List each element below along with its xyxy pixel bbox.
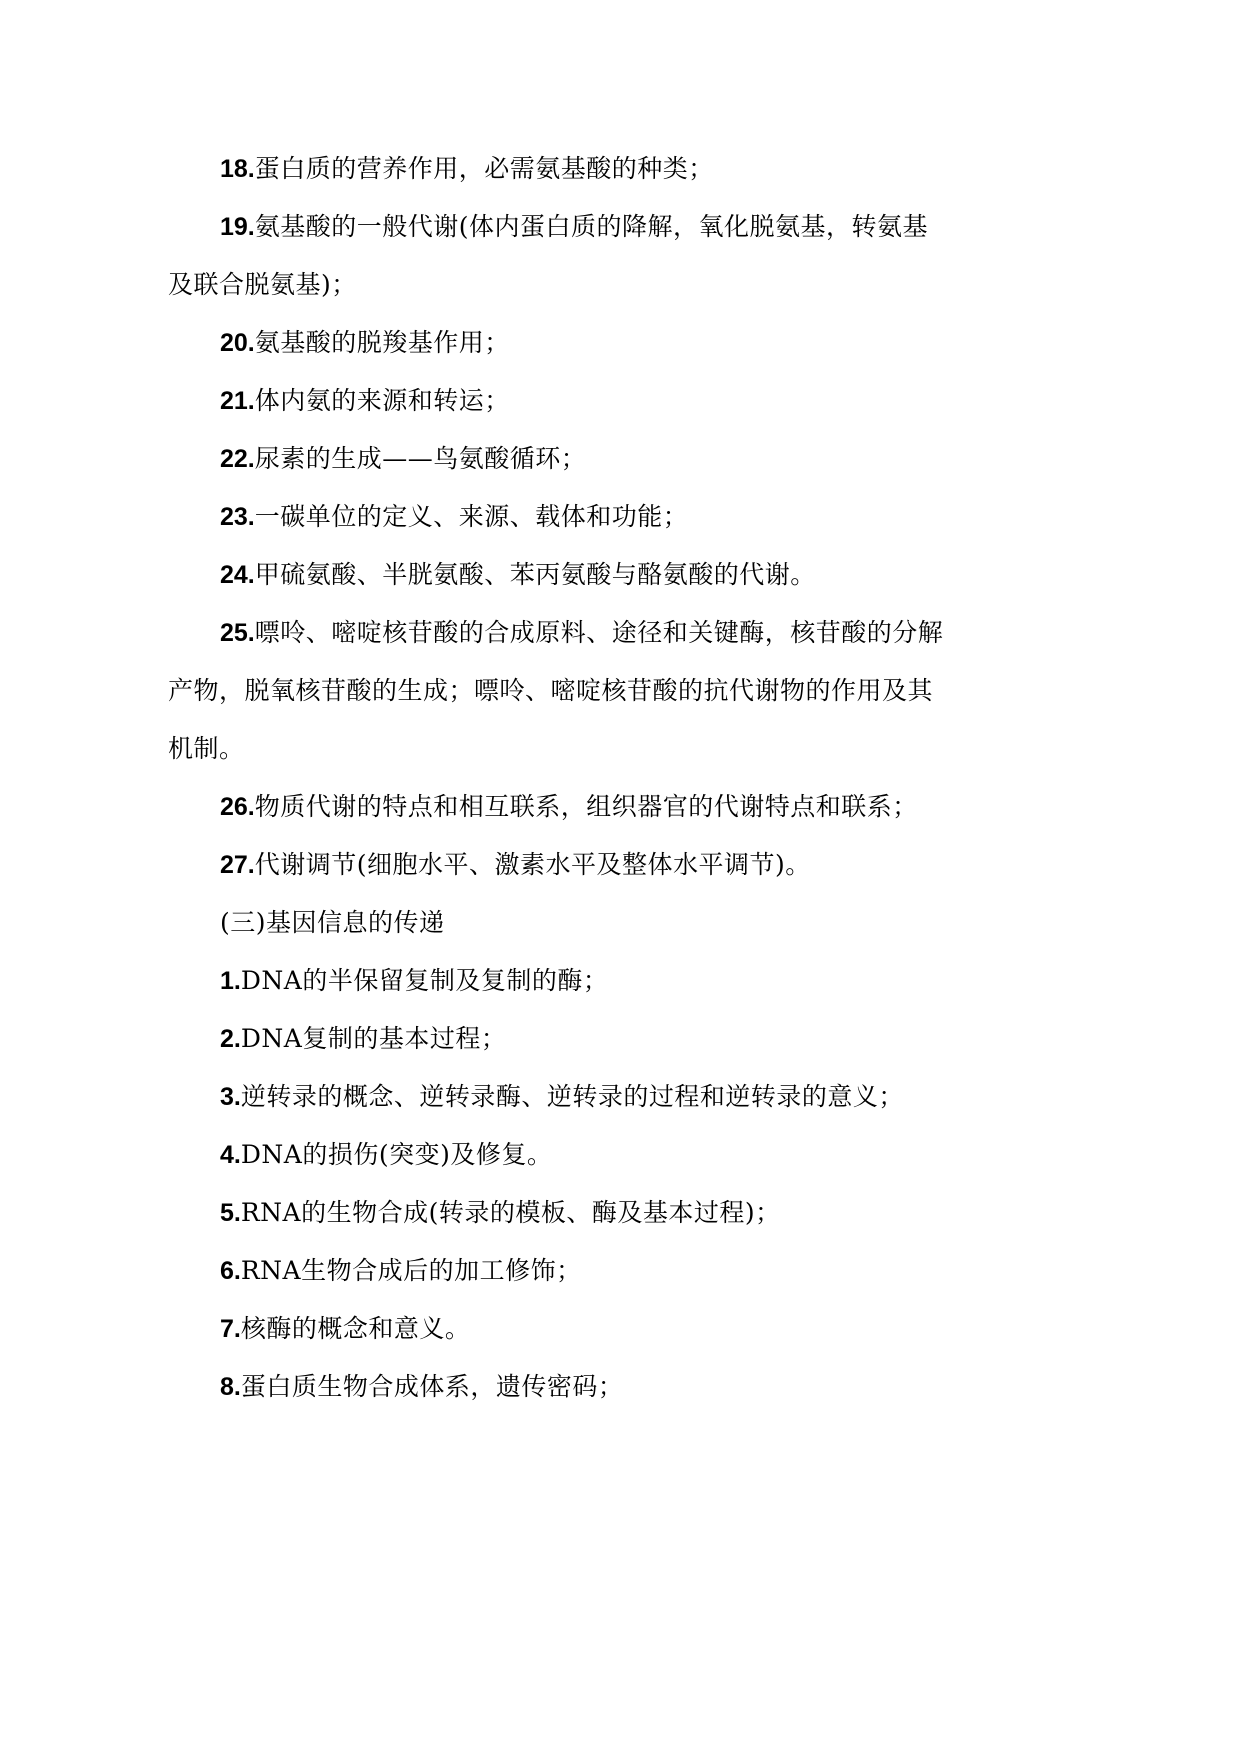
paragraph-item-22	[168, 430, 948, 488]
paragraph-item-6	[168, 1242, 948, 1300]
item-number: 24.	[220, 561, 255, 589]
item-number: 22.	[220, 445, 255, 473]
paragraph-item-19	[168, 198, 948, 314]
item-text: DNA的损伤(突变)及修复。	[240, 1140, 553, 1169]
item-number: 4.	[220, 1141, 241, 1169]
item-text: RNA的生物合成(转录的模板、酶及基本过程)；	[240, 1198, 781, 1227]
paragraph-item-27	[168, 836, 948, 894]
item-text: 物质代谢的特点和相互联系，组织器官的代谢特点和联系；	[254, 792, 918, 821]
paragraph-item-23	[168, 488, 948, 546]
item-text: 逆转录的概念、逆转录酶、逆转录的过程和逆转录的意义；	[240, 1082, 904, 1111]
section-heading-text: (三)基因信息的传递	[220, 908, 445, 937]
item-text: 一碳单位的定义、来源、载体和功能；	[254, 502, 689, 531]
item-number: 19.	[220, 213, 255, 241]
document-page	[168, 140, 948, 1416]
paragraph-item-26	[168, 778, 948, 836]
item-text: 氨基酸的一般代谢(体内蛋白质的降解，氧化脱氨基，转氨基及联合脱氨基)；	[168, 212, 929, 299]
section-heading	[168, 894, 948, 952]
item-number: 20.	[220, 329, 255, 357]
item-number: 8.	[220, 1373, 241, 1401]
paragraph-item-7	[168, 1300, 948, 1358]
item-number: 2.	[220, 1025, 241, 1053]
item-number: 5.	[220, 1199, 241, 1227]
item-number: 23.	[220, 503, 255, 531]
paragraph-item-21	[168, 372, 948, 430]
item-number: 27.	[220, 851, 255, 879]
paragraph-item-18	[168, 140, 948, 198]
item-number: 6.	[220, 1257, 241, 1285]
item-number: 21.	[220, 387, 255, 415]
item-text: 甲硫氨酸、半胱氨酸、苯丙氨酸与酪氨酸的代谢。	[254, 560, 816, 589]
item-text: 嘌呤、嘧啶核苷酸的合成原料、途径和关键酶，核苷酸的分解产物，脱氧核苷酸的生成；嘌呤、嘧啶核苷酸的抗代谢物的作用及其机制。	[168, 618, 944, 763]
item-number: 26.	[220, 793, 255, 821]
paragraph-item-4	[168, 1126, 948, 1184]
item-text: 代谢调节(细胞水平、激素水平及整体水平调节)。	[254, 850, 811, 879]
item-number: 1.	[220, 967, 241, 995]
item-number: 18.	[220, 155, 255, 183]
paragraph-item-1	[168, 952, 948, 1010]
item-text: 体内氨的来源和转运；	[254, 386, 510, 415]
item-number: 3.	[220, 1083, 241, 1111]
paragraph-item-5	[168, 1184, 948, 1242]
item-number: 7.	[220, 1315, 241, 1343]
item-text: 尿素的生成——鸟氨酸循环；	[254, 444, 587, 473]
paragraph-item-8	[168, 1358, 948, 1416]
paragraph-item-25	[168, 604, 948, 778]
paragraph-item-2	[168, 1010, 948, 1068]
item-text: 氨基酸的脱羧基作用；	[254, 328, 510, 357]
item-text: 蛋白质生物合成体系，遗传密码；	[240, 1372, 624, 1401]
item-text: DNA复制的基本过程；	[240, 1024, 507, 1053]
item-number: 25.	[220, 619, 255, 647]
paragraph-item-3	[168, 1068, 948, 1126]
item-text: RNA生物合成后的加工修饰；	[240, 1256, 582, 1285]
item-text: 蛋白质的营养作用，必需氨基酸的种类；	[254, 154, 714, 183]
paragraph-item-24	[168, 546, 948, 604]
item-text: DNA的半保留复制及复制的酶；	[240, 966, 609, 995]
item-text: 核酶的概念和意义。	[240, 1314, 471, 1343]
paragraph-item-20	[168, 314, 948, 372]
